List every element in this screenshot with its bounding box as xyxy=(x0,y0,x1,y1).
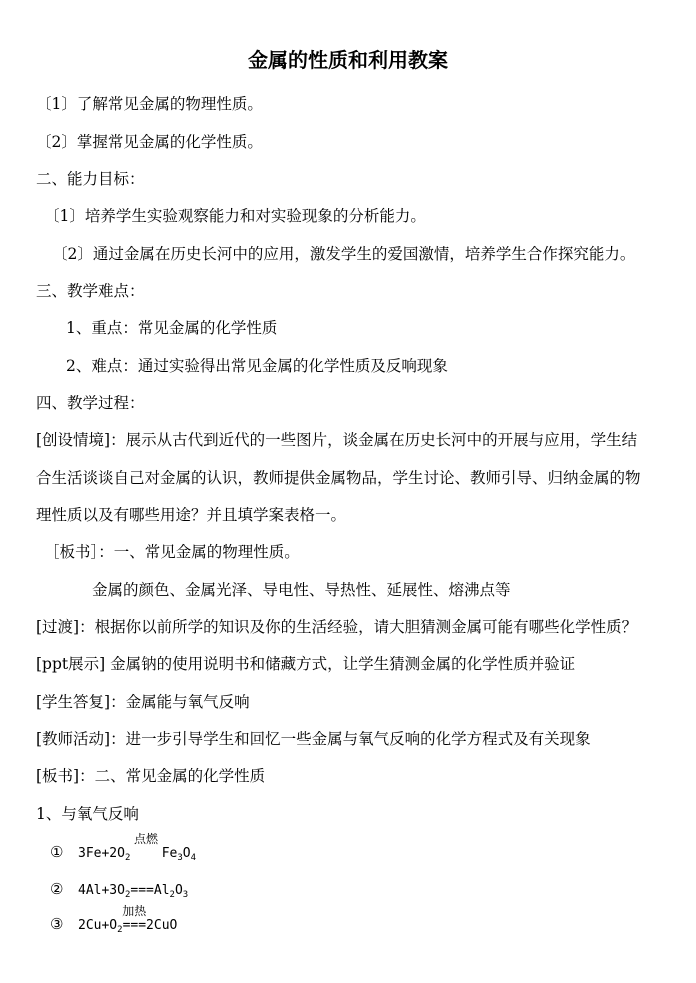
text-line: [教师活动]：进一步引导学生和回忆一些金属与氧气反响的化学方程式及有关现象 xyxy=(36,730,591,748)
section-heading: 三、教学难点： xyxy=(36,282,145,300)
text-line: 1、重点：常见金属的化学性质 xyxy=(66,319,278,337)
equation-3 xyxy=(50,904,178,940)
equation-number: ② xyxy=(50,880,64,898)
text-line: 〔2〕掌握常见金属的化学性质。 xyxy=(36,133,263,151)
equation-number: ③ xyxy=(50,915,64,933)
reaction-condition: 加热 === xyxy=(122,904,147,933)
reaction-condition: 点燃 xyxy=(134,832,159,846)
section-heading: 四、教学过程： xyxy=(36,394,145,412)
equation-1 xyxy=(50,832,197,868)
text-line: 〔1〕培养学生实验观察能力和对实验现象的分析能力。 xyxy=(44,207,426,225)
equation-number: ① xyxy=(50,843,64,861)
text-line: [ppt展示] 金属钠的使用说明书和储藏方式，让学生猜测金属的化学性质并验证 xyxy=(36,655,576,673)
formula: $3Fe+2O_2$ 点燃 $Fe_3O_4$ xyxy=(78,832,197,863)
text-line: ［板书］：一、常见金属的物理性质。 xyxy=(44,543,300,561)
formula: $4Al+3O_2===Al_2O_3$ xyxy=(78,883,189,900)
text-line: 金属的颜色、金属光泽、导电性、导热性、延展性、熔沸点等 xyxy=(92,581,511,599)
text-line: 2、难点：通过实验得出常见金属的化学性质及反响现象 xyxy=(66,357,448,375)
text-line: 〔1〕了解常见金属的物理性质。 xyxy=(36,95,263,113)
text-line: [创设情境]：展示从古代到近代的一些图片，谈金属在历史长河中的开展与应用，学生结 xyxy=(36,431,638,449)
text-line: 〔2〕通过金属在历史长河中的应用，激发学生的爱国激情，培养学生合作探究能力。 xyxy=(52,245,636,263)
text-line: 合生活谈谈自己对金属的认识，教师提供金属物品，学生讨论、教师引导、归纳金属的物 xyxy=(36,469,641,487)
text-line: [过渡]：根据你以前所学的知识及你的生活经验，请大胆猜测金属可能有哪些化学性质？ xyxy=(36,618,638,636)
section-heading: 二、能力目标： xyxy=(36,170,145,188)
text-line: 理性质以及有哪些用途？并且填学案表格一。 xyxy=(36,506,347,524)
formula: $2Cu+O_2$ 加热 ===2CuO xyxy=(78,904,178,935)
equation-2 xyxy=(50,879,188,905)
text-line: [学生答复]：金属能与氧气反响 xyxy=(36,693,250,711)
text-line: [板书]：二、常见金属的化学性质 xyxy=(36,767,266,785)
page-title: 金属的性质和利用教案 xyxy=(248,48,448,72)
text-line: 1、与氧气反响 xyxy=(36,805,139,823)
